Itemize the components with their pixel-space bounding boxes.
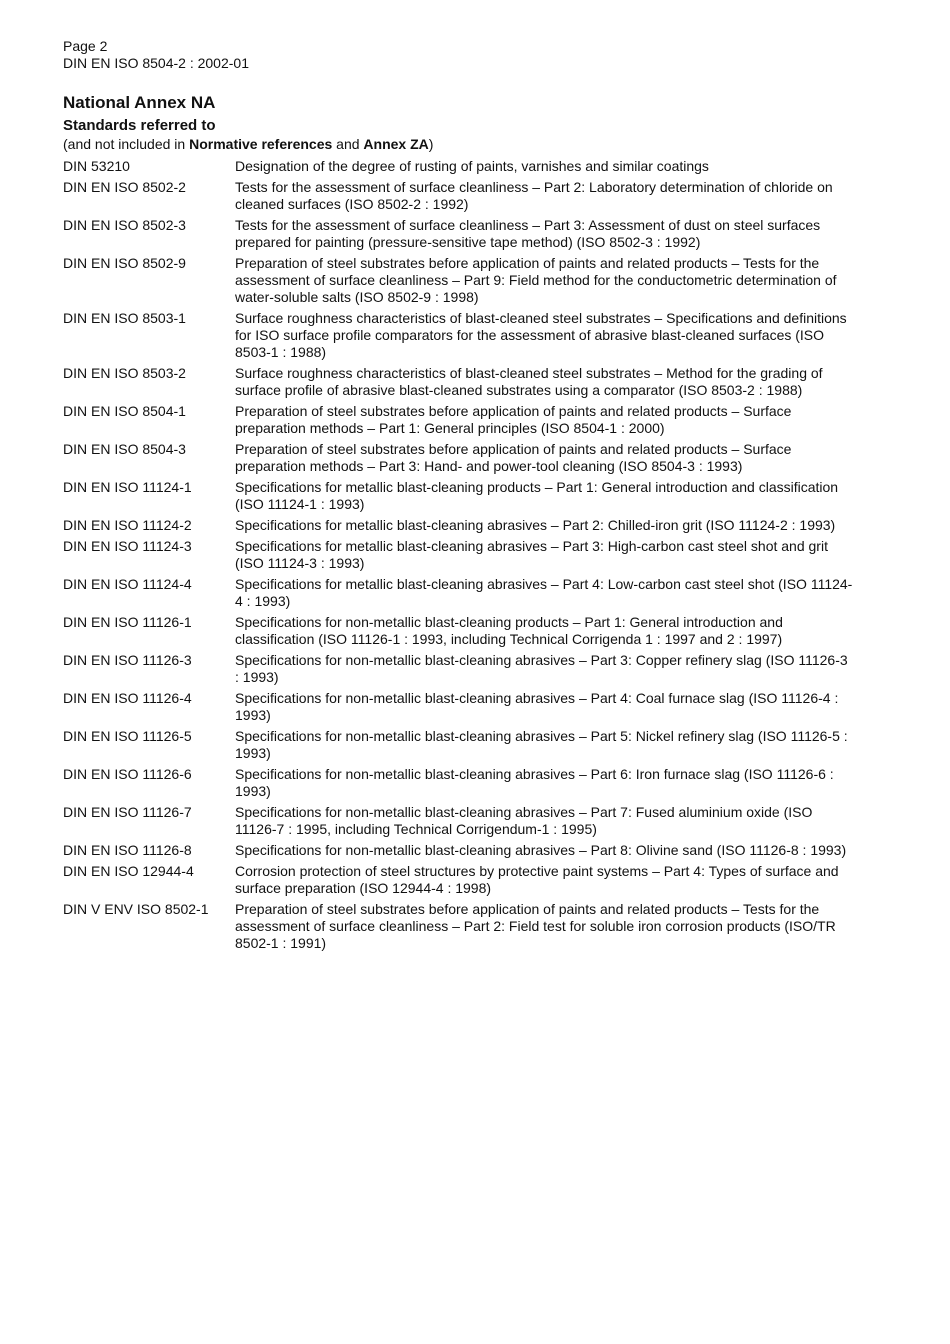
annex-note-close: ) [428, 136, 434, 152]
reference-row [63, 576, 853, 610]
annex-subtitle: Standards referred to [63, 117, 216, 134]
reference-title: Specifications for metallic blast-cleaning abrasives – Part 4: Low-carbon cast steel shot (ISO 11124-4 : 1993) [235, 576, 853, 609]
document-id: DIN EN ISO 8504-2 : 2002-01 [63, 55, 249, 71]
annex-note-annex-za: Annex ZA [363, 136, 429, 152]
reference-title: Specifications for metallic blast-cleaning products – Part 1: General introduction and classification (ISO 11124-1 : 1993) [235, 479, 839, 512]
page-header [63, 38, 249, 72]
reference-code: DIN EN ISO 8504-1 [63, 403, 186, 419]
reference-title: Preparation of steel substrates before application of paints and related products – Surface preparation methods – Part 3: Hand- and power-tool cleaning (ISO 8504-3 : 1993) [235, 441, 792, 474]
reference-row [63, 255, 853, 306]
reference-code: DIN EN ISO 11126-4 [63, 690, 192, 706]
annex-note-normative: Normative references [189, 136, 333, 152]
reference-row [63, 538, 853, 572]
reference-title: Specifications for non-metallic blast-cleaning products – Part 1: General introduction and classification (ISO 11126-1 : 1993, including Technical Corrigenda 1 : 1997 and 2 : 1997) [235, 614, 783, 647]
reference-code: DIN EN ISO 8502-2 [63, 179, 186, 195]
reference-title: Surface roughness characteristics of blast-cleaned steel substrates – Specifications and definitions for ISO surface profile comparators for the assessment of abrasive blast-cleaned surfaces (ISO 8503-1 : 1988) [235, 310, 847, 360]
reference-title: Preparation of steel substrates before application of paints and related products – Surface preparation methods – Part 1: General principles (ISO 8504-1 : 2000) [235, 403, 792, 436]
reference-row [63, 517, 853, 534]
reference-row [63, 690, 853, 724]
reference-row [63, 179, 853, 213]
reference-row [63, 842, 853, 859]
annex-heading-block [63, 92, 863, 153]
reference-title: Specifications for metallic blast-cleaning abrasives – Part 2: Chilled-iron grit (ISO 11124-2 : 1993) [235, 517, 836, 533]
page-number: Page 2 [63, 38, 108, 54]
reference-code: DIN EN ISO 8503-2 [63, 365, 186, 381]
reference-row [63, 614, 853, 648]
reference-title: Specifications for non-metallic blast-cleaning abrasives – Part 6: Iron furnace slag (ISO 11126-6 : 1993) [235, 766, 834, 799]
reference-title: Preparation of steel substrates before application of paints and related products – Tests for the assessment of surface cleanliness – Part 2: Field test for soluble iron corrosion products (ISO/TR 8502-1 : 1991) [235, 901, 836, 951]
reference-row [63, 652, 853, 686]
reference-title: Specifications for non-metallic blast-cleaning abrasives – Part 7: Fused aluminium oxide (ISO 11126-7 : 1995, including Technical Corrigendum-1 : 1995) [235, 804, 813, 837]
reference-row [63, 217, 853, 251]
reference-title: Tests for the assessment of surface cleanliness – Part 2: Laboratory determination of chloride on cleaned surfaces (ISO 8502-2 : 1992) [235, 179, 833, 212]
reference-row [63, 365, 853, 399]
reference-row [63, 479, 853, 513]
reference-code: DIN EN ISO 11126-5 [63, 728, 192, 744]
reference-title: Corrosion protection of steel structures by protective paint systems – Part 4: Types of surface and surface preparation (ISO 12944-4 : 1998) [235, 863, 839, 896]
reference-code: DIN EN ISO 8503-1 [63, 310, 186, 326]
reference-title: Preparation of steel substrates before application of paints and related products – Tests for the assessment of surface cleanliness – Part 9: Field method for the conductometric determination of water-soluble salts (ISO 8502-9 : 1998) [235, 255, 837, 305]
reference-title: Surface roughness characteristics of blast-cleaned steel substrates – Method for the grading of surface profile of abrasive blast-cleaned substrates using a comparator (ISO 8503-2 : 1988) [235, 365, 823, 398]
reference-code: DIN EN ISO 11124-1 [63, 479, 192, 495]
annex-note-open: (and not included in [63, 136, 190, 152]
reference-row [63, 728, 853, 762]
reference-code: DIN EN ISO 11126-1 [63, 614, 192, 630]
reference-code: DIN EN ISO 11126-7 [63, 804, 192, 820]
annex-note [63, 135, 863, 153]
reference-row [63, 441, 853, 475]
reference-code: DIN 53210 [63, 158, 130, 174]
reference-code: DIN EN ISO 11124-2 [63, 517, 192, 533]
reference-title: Tests for the assessment of surface cleanliness – Part 3: Assessment of dust on steel surfaces prepared for painting (pressure-sensitive tape method) (ISO 8502-3 : 1992) [235, 217, 821, 250]
annex-note-and: and [332, 136, 364, 152]
reference-title: Designation of the degree of rusting of paints, varnishes and similar coatings [235, 158, 709, 174]
reference-row [63, 158, 853, 175]
reference-title: Specifications for non-metallic blast-cleaning abrasives – Part 3: Copper refinery slag (ISO 11126-3 : 1993) [235, 652, 848, 685]
reference-row [63, 901, 853, 952]
reference-row [63, 310, 853, 361]
reference-title: Specifications for metallic blast-cleaning abrasives – Part 3: High-carbon cast steel shot and grit (ISO 11124-3 : 1993) [235, 538, 828, 571]
reference-row [63, 804, 853, 838]
annex-title: National Annex NA [63, 93, 216, 112]
reference-code: DIN EN ISO 12944-4 [63, 863, 194, 879]
reference-row [63, 766, 853, 800]
reference-list [63, 158, 853, 956]
reference-code: DIN EN ISO 11124-3 [63, 538, 192, 554]
reference-code: DIN EN ISO 8502-3 [63, 217, 186, 233]
reference-title: Specifications for non-metallic blast-cleaning abrasives – Part 5: Nickel refinery slag (ISO 11126-5 : 1993) [235, 728, 848, 761]
reference-code: DIN EN ISO 11124-4 [63, 576, 192, 592]
reference-row [63, 863, 853, 897]
reference-title: Specifications for non-metallic blast-cleaning abrasives – Part 4: Coal furnace slag (ISO 11126-4 : 1993) [235, 690, 839, 723]
reference-code: DIN EN ISO 8504-3 [63, 441, 186, 457]
reference-row [63, 403, 853, 437]
reference-code: DIN EN ISO 11126-6 [63, 766, 192, 782]
reference-title: Specifications for non-metallic blast-cleaning abrasives – Part 8: Olivine sand (ISO 11126-8 : 1993) [235, 842, 847, 858]
reference-code: DIN EN ISO 11126-3 [63, 652, 192, 668]
reference-code: DIN EN ISO 8502-9 [63, 255, 186, 271]
reference-code: DIN EN ISO 11126-8 [63, 842, 192, 858]
reference-code: DIN V ENV ISO 8502-1 [63, 901, 209, 917]
